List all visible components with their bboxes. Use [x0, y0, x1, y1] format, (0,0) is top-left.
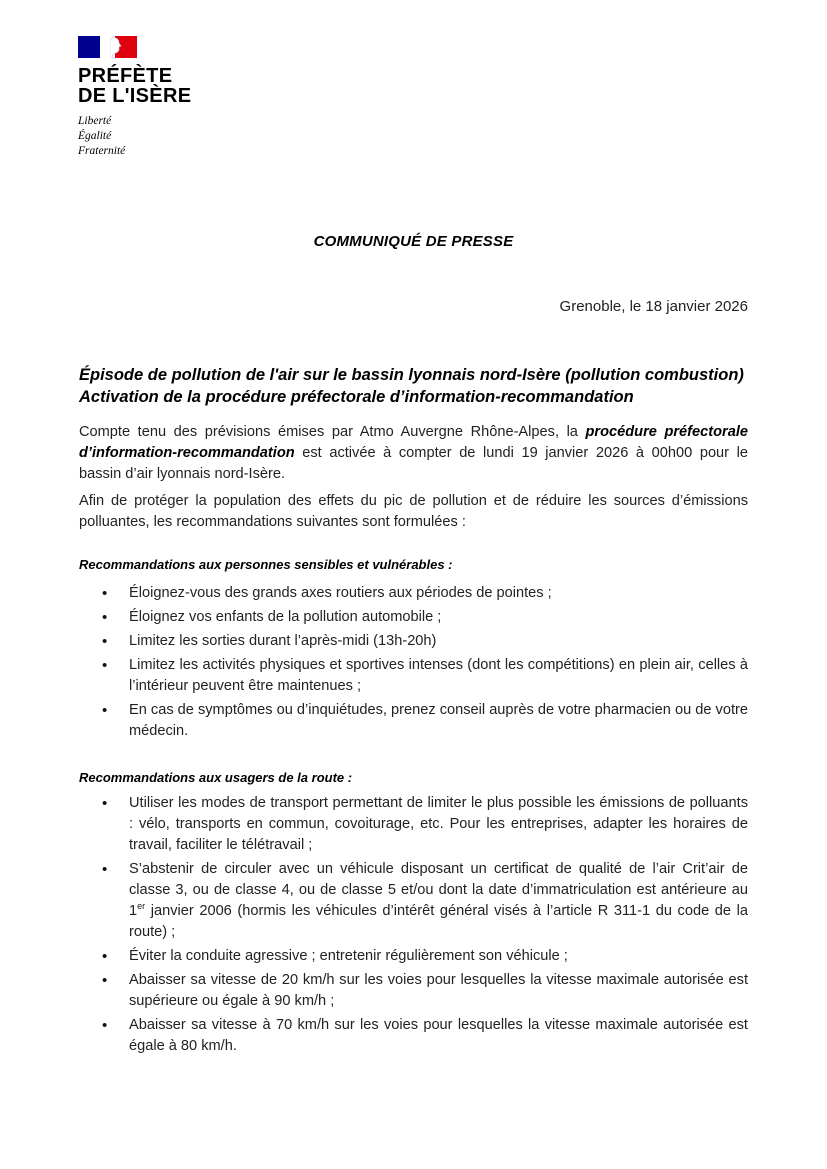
french-flag-icon [78, 36, 137, 58]
intro-emphasis: procédure préfectorale d’information-recommandation [79, 424, 748, 461]
title-line-1: Épisode de pollution de l'air sur le bassin lyonnais nord-Isère (pollution combustion) [79, 366, 744, 384]
section-heading-road-users: Recommandations aux usagers de la route : [79, 770, 353, 785]
list-item: • Abaisser sa vitesse à 70 km/h sur les voies pour lesquelles la vitesse maximale autorisée est égale à 80 km/h. [79, 1015, 748, 1057]
document-title [79, 364, 749, 408]
institution-name [78, 66, 191, 106]
motto-fraternite: Fraternité [78, 145, 126, 157]
institution-line-2: DE L'ISÈRE [78, 85, 192, 107]
intro-paragraph [79, 422, 748, 485]
list-item: • Éloignez vos enfants de la pollution automobile ; [79, 607, 748, 628]
prefecture-logo [78, 36, 191, 159]
institution-line-1: PRÉFÈTE [78, 65, 173, 87]
list-item: • Limitez les sorties durant l’après-midi (13h-20h) [79, 631, 748, 652]
republic-motto [78, 114, 191, 159]
motto-egalite: Égalité [78, 130, 112, 142]
intro-text-1: Compte tenu des prévisions émises par Atmo Auvergne Rhône-Alpes, la [79, 424, 586, 440]
title-line-2: Activation de la procédure préfectorale d’information-recommandation [79, 388, 634, 406]
intro-text-2: est activée à compter de lundi 19 janvier 2026 à 00h00 pour le bassin d’air lyonnais nord-Isère. [79, 445, 748, 482]
list-item: • Abaisser sa vitesse de 20 km/h sur les voies pour lesquelles la vitesse maximale autorisée est supérieure ou égale à 90 km/h ; [79, 970, 748, 1012]
document-type-label: COMMUNIQUÉ DE PRESSE [313, 233, 514, 250]
list-item: • Limitez les activités physiques et sportives intenses (dont les compétitions) en plein air, celles à l’intérieur peuvent être maintenues ; [79, 655, 748, 697]
recommendations-intro-paragraph: Afin de protéger la population des effets du pic de pollution et de réduire les sources d’émissions polluantes, les recommandations suivantes sont formulées : [79, 493, 748, 530]
section-heading-sensitive: Recommandations aux personnes sensibles et vulnérables : [79, 557, 453, 572]
sensitive-recommendations-list [79, 583, 748, 742]
list-item: • S’abstenir de circuler avec un véhicule disposant un certificat de qualité de l’air Crit’air de classe 3, ou de classe 4, ou de classe 5 et/ou dont la date d’immatriculation est antérieure au 1er janvier 2006 (hormis les véhicules d’intérêt général visés à l’article R 311-1 du code de la route) ; [79, 859, 748, 943]
list-item: • Éloignez-vous des grands axes routiers aux périodes de pointes ; [79, 583, 748, 604]
list-item: • Utiliser les modes de transport permettant de limiter le plus possible les émissions de polluants : vélo, transports en commun, covoiturage, etc. Pour les entreprises, adapter les horaires de travail, faciliter le télétravail ; [79, 793, 748, 856]
road-users-recommendations-list [79, 793, 748, 1057]
place-and-date: Grenoble, le 18 janvier 2026 [559, 298, 748, 315]
list-item: • En cas de symptômes ou d’inquiétudes, prenez conseil auprès de votre pharmacien ou de votre médecin. [79, 700, 748, 742]
motto-liberte: Liberté [78, 115, 112, 127]
list-item: • Éviter la conduite agressive ; entretenir régulièrement son véhicule ; [79, 946, 748, 967]
